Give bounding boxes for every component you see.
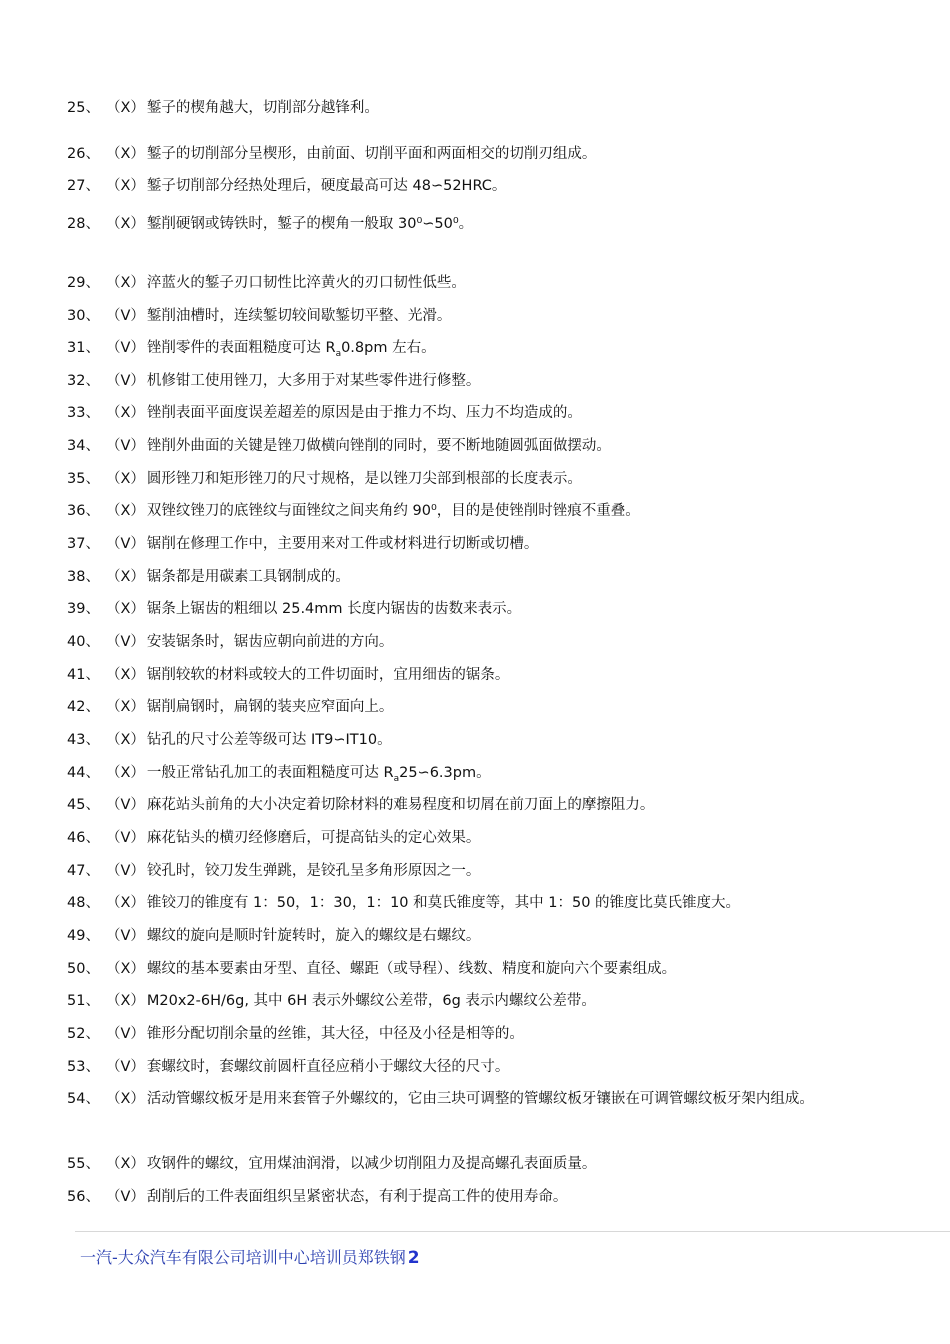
list-item: [67, 463, 887, 495]
answer-mark: （X）: [105, 993, 145, 1009]
item-text: 锉削表面平面度误差超差的原因是由于推力不均、压力不均造成的。: [146, 405, 582, 421]
list-item: [67, 789, 887, 821]
list-item: [67, 593, 887, 625]
item-text: 淬蓝火的錾子刃口韧性比淬黄火的刃口韧性低些。: [146, 275, 466, 291]
list-item: [67, 855, 887, 887]
list-item: [67, 397, 887, 429]
answer-mark: （X）: [105, 569, 145, 585]
answer-mark: （V）: [105, 536, 145, 552]
list-item: [67, 138, 887, 170]
answer-mark: （X）: [105, 216, 145, 232]
item-number: 43、: [67, 732, 100, 748]
item-text: 铰孔时，铰刀发生弹跳，是铰孔呈多角形原因之一。: [146, 863, 481, 879]
item-text: 刮削后的工件表面组织呈紧密状态，有利于提高工件的使用寿命。: [146, 1189, 568, 1205]
list-item: [67, 267, 887, 299]
list-item: [67, 561, 887, 593]
item-text-after: 25∽6.3pm。: [399, 765, 491, 781]
answer-mark: （X）: [105, 405, 145, 421]
answer-mark: （X）: [105, 961, 145, 977]
answer-mark: （V）: [105, 797, 145, 813]
item-text: 锯条上锯齿的粗细以 25.4mm 长度内锯齿的齿数来表示。: [146, 601, 522, 617]
answer-mark: （V）: [105, 1026, 145, 1042]
list-item: [67, 170, 887, 202]
list-item: [67, 659, 887, 691]
list-item: [67, 430, 887, 462]
answer-mark: （X）: [105, 471, 145, 487]
answer-mark: （V）: [105, 438, 145, 454]
list-item: [67, 1083, 887, 1115]
list-item: [67, 1051, 887, 1083]
item-text: 安装锯条时，锯齿应朝向前进的方向。: [146, 634, 394, 650]
item-number: 36、: [67, 503, 100, 519]
item-number: 54、: [67, 1091, 100, 1107]
list-item: [67, 300, 887, 332]
list-item: [67, 1181, 887, 1213]
item-text: 钻孔的尺寸公差等级可达 IT9∽IT10。: [146, 732, 392, 748]
item-number: 25、: [67, 100, 100, 116]
item-text: 螺纹的旋向是顺时针旋转时，旋入的螺纹是右螺纹。: [146, 928, 481, 944]
answer-mark: （X）: [105, 699, 145, 715]
item-text: 活动管螺纹板牙是用来套管子外螺纹的，它由三块可调整的管螺纹板牙镶嵌在可调管螺纹板牙架内组成。: [146, 1091, 814, 1107]
subscript: a: [335, 348, 342, 359]
item-number: 53、: [67, 1059, 100, 1075]
list-item: [67, 953, 887, 985]
subscript: a: [393, 773, 400, 784]
footer-text: 一汽-大众汽车有限公司培训中心培训员郑铁钢: [80, 1248, 406, 1267]
answer-mark: （V）: [105, 863, 145, 879]
item-number: 47、: [67, 863, 100, 879]
item-number: 52、: [67, 1026, 100, 1042]
answer-mark: （X）: [105, 601, 145, 617]
list-item: [67, 626, 887, 658]
list-item: [67, 495, 887, 527]
answer-mark: （V）: [105, 1059, 145, 1075]
list-item: [67, 528, 887, 560]
answer-mark: （X）: [105, 178, 145, 194]
page-footer: [80, 1245, 420, 1268]
item-text: 圆形锉刀和矩形锉刀的尺寸规格，是以锉刀尖部到根部的长度表示。: [146, 471, 582, 487]
item-text: 锯削在修理工作中，主要用来对工件或材料进行切断或切槽。: [146, 536, 539, 552]
answer-mark: （V）: [105, 1189, 145, 1205]
item-text: 錾子的切削部分呈楔形，由前面、切削平面和两面相交的切削刃组成。: [146, 146, 597, 162]
item-text: 麻花站头前角的大小决定着切除材料的难易程度和切屑在前刀面上的摩擦阻力。: [146, 797, 655, 813]
item-text: 机修钳工使用锉刀，大多用于对某些零件进行修整。: [146, 373, 481, 389]
item-text: 錾子的楔角越大，切削部分越锋利。: [146, 100, 379, 116]
item-text: 麻花钻头的横刃经修磨后，可提高钻头的定心效果。: [146, 830, 481, 846]
item-number: 56、: [67, 1189, 100, 1205]
answer-mark: （V）: [105, 373, 145, 389]
answer-mark: （V）: [105, 308, 145, 324]
item-number: 45、: [67, 797, 100, 813]
answer-mark: （X）: [105, 765, 145, 781]
item-number: 49、: [67, 928, 100, 944]
item-number: 41、: [67, 667, 100, 683]
answer-mark: （X）: [105, 146, 145, 162]
item-number: 26、: [67, 146, 100, 162]
item-number: 31、: [67, 340, 100, 356]
item-text-before: 一般正常钻孔加工的表面粗糙度可达 R: [146, 765, 394, 781]
item-number: 48、: [67, 895, 100, 911]
list-item: [67, 724, 887, 756]
answer-mark: （V）: [105, 634, 145, 650]
list-item: [67, 1148, 887, 1180]
list-item: [67, 985, 887, 1017]
item-text: M20x2-6H/6g, 其中 6H 表示外螺纹公差带，6g 表示内螺纹公差带。: [146, 993, 596, 1009]
item-number: 35、: [67, 471, 100, 487]
item-number: 39、: [67, 601, 100, 617]
item-number: 40、: [67, 634, 100, 650]
answer-mark: （X）: [105, 1156, 145, 1172]
answer-mark: （X）: [105, 1091, 145, 1107]
item-text: 锯条都是用碳素工具钢制成的。: [146, 569, 350, 585]
answer-mark: （V）: [105, 830, 145, 846]
item-number: 30、: [67, 308, 100, 324]
item-text: 套螺纹时，套螺纹前圆杆直径应稍小于螺纹大径的尺寸。: [146, 1059, 510, 1075]
list-item: [67, 887, 887, 919]
item-number: 33、: [67, 405, 100, 421]
item-text: 锉削外曲面的关键是锉刀做横向锉削的同时，要不断地随圆弧面做摆动。: [146, 438, 611, 454]
item-text: 錾削油槽时，连续錾切较间歇錾切平整、光滑。: [146, 308, 452, 324]
item-number: 27、: [67, 178, 100, 194]
item-text-before: 锉削零件的表面粗糙度可达 R: [146, 340, 336, 356]
item-number: 38、: [67, 569, 100, 585]
item-text: 錾子切削部分经热处理后，硬度最高可达 48∽52HRC。: [146, 178, 507, 194]
answer-mark: （X）: [105, 667, 145, 683]
item-text-after: 0.8pm 左右。: [341, 340, 436, 356]
answer-mark: （V）: [105, 928, 145, 944]
answer-mark: （V）: [105, 340, 145, 356]
item-text: 双锉纹锉刀的底锉纹与面锉纹之间夹角约 90⁰，目的是使锉削时锉痕不重叠。: [146, 503, 640, 519]
list-item: [67, 920, 887, 952]
item-number: 28、: [67, 216, 100, 232]
item-number: 55、: [67, 1156, 100, 1172]
item-text: 錾削硬钢或铸铁时，錾子的楔角一般取 30⁰∽50⁰。: [146, 216, 474, 232]
item-number: 51、: [67, 993, 100, 1009]
answer-mark: （X）: [105, 895, 145, 911]
list-item: [67, 691, 887, 723]
item-number: 32、: [67, 373, 100, 389]
item-number: 42、: [67, 699, 100, 715]
item-number: 46、: [67, 830, 100, 846]
list-item: [67, 822, 887, 854]
answer-mark: （X）: [105, 503, 145, 519]
page-number: 2: [407, 1248, 420, 1268]
item-number: 34、: [67, 438, 100, 454]
item-text: 锯削较软的材料或较大的工件切面时，宜用细齿的锯条。: [146, 667, 510, 683]
item-text: 螺纹的基本要素由牙型、直径、螺距（或导程）、线数、精度和旋向六个要素组成。: [146, 961, 677, 977]
item-number: 29、: [67, 275, 100, 291]
item-number: 44、: [67, 765, 100, 781]
list-item: [67, 92, 887, 124]
answer-mark: （X）: [105, 732, 145, 748]
item-text: 攻钢件的螺纹，宜用煤油润滑，以减少切削阻力及提高螺孔表面质量。: [146, 1156, 597, 1172]
item-text: 锥铰刀的锥度有 1：50，1：30，1：10 和莫氏锥度等，其中 1：50 的锥度比莫氏锥度大。: [146, 895, 741, 911]
list-item: [67, 208, 887, 240]
list-item: [67, 365, 887, 397]
item-number: 37、: [67, 536, 100, 552]
answer-mark: （X）: [105, 100, 145, 116]
item-number: 50、: [67, 961, 100, 977]
item-text: 锥形分配切削余量的丝锥，其大径，中径及小径是相等的。: [146, 1026, 524, 1042]
item-text: 锯削扁钢时，扁钢的装夹应窄面向上。: [146, 699, 394, 715]
footer-divider: [75, 1231, 950, 1232]
answer-mark: （X）: [105, 275, 145, 291]
list-item: [67, 1018, 887, 1050]
